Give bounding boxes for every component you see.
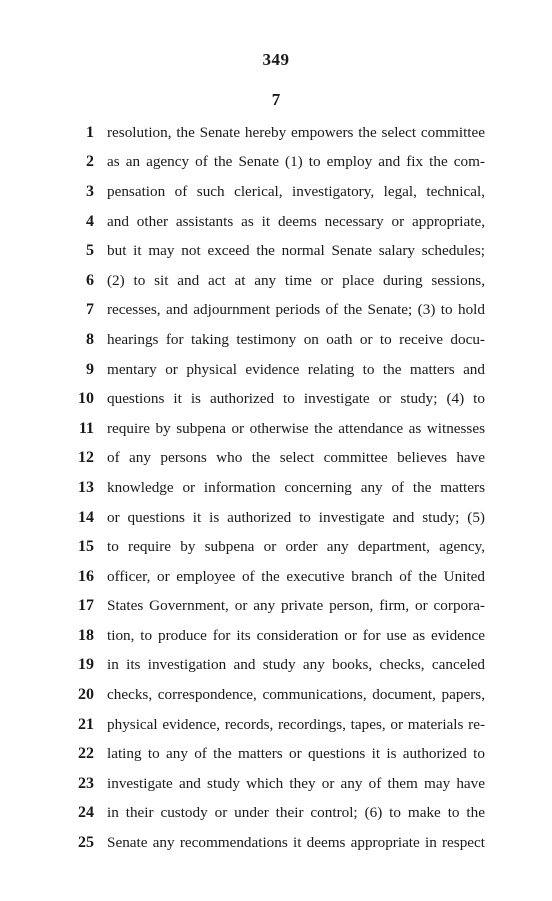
line-number: 25 bbox=[78, 834, 94, 852]
text-line bbox=[0, 503, 552, 533]
text-line bbox=[0, 799, 552, 829]
line-text: officer, or employee of the executive branch of the United bbox=[107, 567, 485, 585]
line-text: checks, correspondence, communications, document, papers, bbox=[107, 686, 485, 704]
text-line bbox=[0, 769, 552, 799]
line-text: tion, to produce for its consideration or for use as evidence bbox=[107, 626, 485, 644]
line-number: 11 bbox=[78, 419, 94, 437]
text-line bbox=[0, 651, 552, 681]
text-line bbox=[0, 236, 552, 266]
line-text: or questions it is authorized to investigate and study; (5) bbox=[107, 508, 485, 526]
line-text: of any persons who the select committee believes have bbox=[107, 449, 485, 467]
text-line bbox=[0, 266, 552, 296]
line-text: mentary or physical evidence relating to the matters and bbox=[107, 360, 485, 378]
line-text: pensation of such clerical, investigatory, legal, technical, bbox=[107, 182, 485, 200]
line-number: 18 bbox=[78, 626, 94, 644]
text-line bbox=[0, 710, 552, 740]
line-text: States Government, or any private person, firm, or corpora- bbox=[107, 597, 485, 615]
line-text: but it may not exceed the normal Senate salary schedules; bbox=[107, 242, 485, 260]
line-text: resolution, the Senate hereby empowers the select committee bbox=[107, 123, 485, 141]
text-line bbox=[0, 414, 552, 444]
line-number: 13 bbox=[78, 478, 94, 496]
line-text: require by subpena or otherwise the attendance as witnesses bbox=[107, 419, 485, 437]
text-line bbox=[0, 621, 552, 651]
text-line bbox=[0, 325, 552, 355]
line-text: to require by subpena or order any department, agency, bbox=[107, 538, 485, 556]
line-text: and other assistants as it deems necessary or appropriate, bbox=[107, 212, 485, 230]
line-text: recesses, and adjournment periods of the Senate; (3) to hold bbox=[107, 301, 485, 319]
text-line bbox=[0, 562, 552, 592]
line-number: 19 bbox=[78, 656, 94, 674]
line-number: 12 bbox=[78, 449, 94, 467]
line-number: 8 bbox=[86, 330, 94, 348]
line-text: Senate any recommendations it deems appropriate in respect bbox=[107, 834, 485, 852]
line-number: 14 bbox=[78, 508, 94, 526]
line-text: investigate and study which they or any of them may have bbox=[107, 774, 485, 792]
text-line bbox=[0, 739, 552, 769]
line-text: in their custody or under their control; (6) to make to the bbox=[107, 804, 485, 822]
text-line bbox=[0, 177, 552, 207]
text-line bbox=[0, 680, 552, 710]
line-number: 20 bbox=[78, 686, 94, 704]
line-text: lating to any of the matters or questions it is authorized to bbox=[107, 745, 485, 763]
line-number: 7 bbox=[86, 301, 94, 319]
line-number: 9 bbox=[86, 360, 94, 378]
line-number: 15 bbox=[78, 538, 94, 556]
line-number: 1 bbox=[86, 123, 94, 141]
line-number: 21 bbox=[78, 715, 94, 733]
line-text: hearings for taking testimony on oath or to receive docu- bbox=[107, 330, 485, 348]
text-line bbox=[0, 444, 552, 474]
line-number: 3 bbox=[86, 182, 94, 200]
line-text: (2) to sit and act at any time or place during sessions, bbox=[107, 271, 485, 289]
text-line bbox=[0, 118, 552, 148]
line-number: 16 bbox=[78, 567, 94, 585]
text-line bbox=[0, 207, 552, 237]
text-line bbox=[0, 355, 552, 385]
text-line bbox=[0, 532, 552, 562]
text-line bbox=[0, 384, 552, 414]
page-number: 349 bbox=[262, 50, 290, 69]
line-number: 10 bbox=[78, 390, 94, 408]
numbered-text-body bbox=[0, 118, 552, 858]
text-line bbox=[0, 592, 552, 622]
text-line bbox=[0, 473, 552, 503]
line-text: physical evidence, records, recordings, tapes, or materials re- bbox=[107, 715, 485, 733]
line-number: 23 bbox=[78, 774, 94, 792]
line-number: 22 bbox=[78, 745, 94, 763]
line-number: 17 bbox=[78, 597, 94, 615]
line-text: in its investigation and study any books, checks, canceled bbox=[107, 656, 485, 674]
line-text: questions it is authorized to investigate or study; (4) to bbox=[107, 390, 485, 408]
line-number: 24 bbox=[78, 804, 94, 822]
text-line bbox=[0, 148, 552, 178]
text-line bbox=[0, 296, 552, 326]
section-number: 7 bbox=[271, 90, 281, 109]
line-number: 4 bbox=[86, 212, 94, 230]
line-text: as an agency of the Senate (1) to employ and fix the com- bbox=[107, 153, 485, 171]
line-number: 6 bbox=[86, 271, 94, 289]
line-number: 5 bbox=[86, 242, 94, 260]
line-number: 2 bbox=[86, 153, 94, 171]
text-line bbox=[0, 828, 552, 858]
line-text: knowledge or information concerning any of the matters bbox=[107, 478, 485, 496]
